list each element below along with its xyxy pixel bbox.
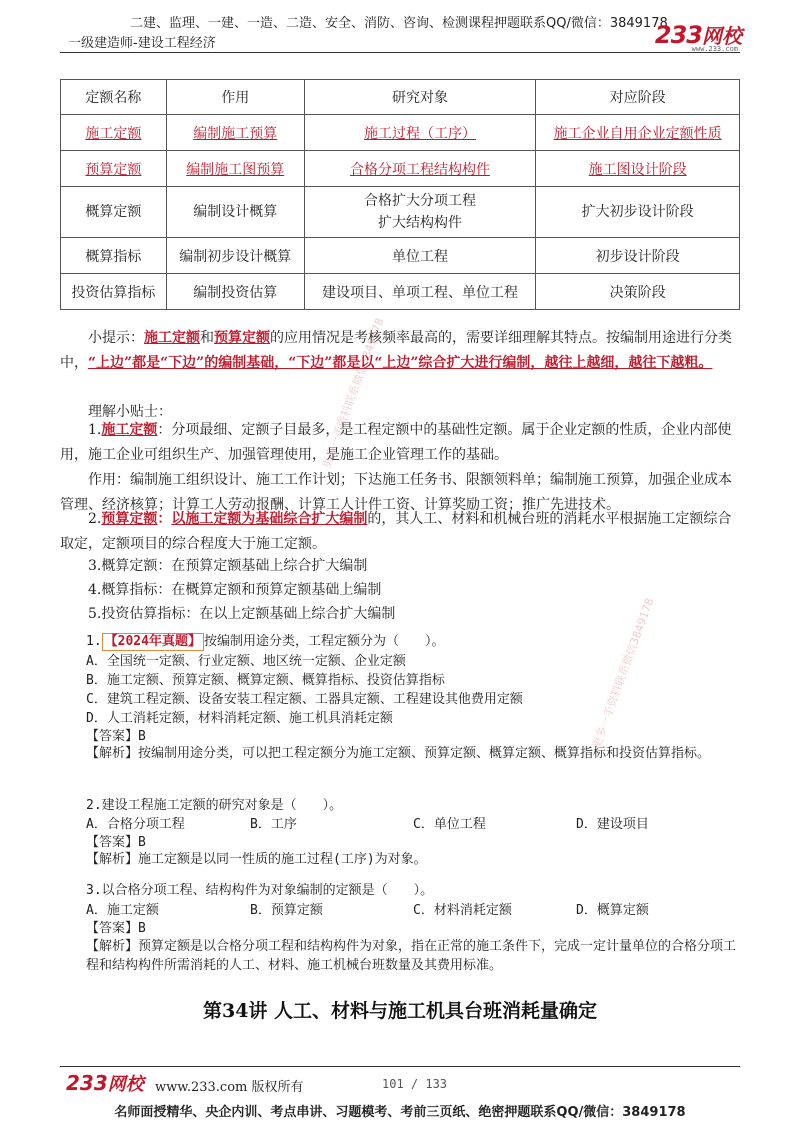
question-stem: 以合格分项工程、结构构件为对象编制的定额是（ ）。 [101, 883, 434, 898]
question-3-option-a: A．施工定额 [86, 903, 159, 918]
question-1-option-a: A．全国统一定额、行业定额、地区统一定额、企业定额 [86, 654, 406, 669]
item-number: 2. [88, 511, 102, 527]
question-1-option-d: D．人工消耗定额，材料消耗定额、施工机具消耗定额 [86, 711, 393, 726]
understand-item-4: 4.概算指标：在概算定额和预算定额基础上编制 [88, 582, 382, 598]
footer-logo-text: 网校 [107, 1074, 144, 1095]
tip-paragraph [60, 326, 740, 376]
item-emphasis: 以施工定额为基础综合扩大编制 [171, 511, 368, 527]
item-term: 预算定额 [101, 511, 158, 527]
question-1-answer: 【答案】B [86, 729, 146, 744]
table-row [61, 187, 740, 238]
table-cell: 编制初步设计概算 [166, 238, 304, 274]
tip-and: 和 [200, 330, 214, 346]
question-3-stem [86, 881, 433, 900]
table-cell: 单位工程 [304, 238, 536, 274]
question-number: 3. [86, 883, 102, 898]
table-header-cell: 研究对象 [304, 80, 536, 115]
table-row [61, 115, 740, 151]
item-term: 施工定额 [101, 422, 158, 438]
question-3-option-b: B．预算定额 [250, 903, 323, 918]
question-1-option-b: B．施工定额、预算定额、概算定额、概算指标、投资估算指标 [86, 673, 445, 688]
watermark: 更多一手资料联系微信3849178 [319, 316, 387, 471]
page-number: 101 / 133 [382, 1077, 448, 1091]
table-cell: 编制施工图预算 [166, 151, 304, 187]
question-3-analysis: 【解析】预算定额是以合格分项工程和结构构件为对象，指在正常的施工条件下，完成一定计量单位的合格分项工程和结构构件所需消耗的人工、材料、施工机械台班数量及其费用标准。 [86, 939, 737, 973]
table-row [61, 274, 740, 310]
question-stem: 按编制用途分类，工程定额分为（ ）。 [203, 634, 445, 649]
table-cell: 概算指标 [61, 238, 167, 274]
table-cell: 编制施工预算 [166, 115, 304, 151]
item-text: 的，其人工、材料和机械台班的消耗水平根据施工定额综合取定，定额项目的综合程度大于施工定额。 [60, 511, 732, 552]
table-cell: 施工过程（工序） [304, 115, 536, 151]
understand-item-2 [60, 507, 740, 557]
logo-text: 网校 [702, 24, 742, 48]
question-3-option-d: D．概算定额 [576, 903, 649, 918]
question-2-stem [86, 796, 342, 815]
quota-comparison-table [60, 79, 740, 310]
question-stem: 建设工程施工定额的研究对象是（ ）。 [101, 798, 343, 813]
header-subtitle: 一级建造师-建设工程经济 [68, 36, 216, 51]
question-3-answer: 【答案】B [86, 921, 146, 936]
header-courses-line: 二建、监理、一建、一造、二造、安全、消防、咨询、检测课程押题联系QQ/微信：3849178 [130, 16, 668, 31]
table-cell: 编制设计概算 [166, 187, 304, 238]
table-cell: 概算定额 [61, 187, 167, 238]
table-header-cell: 定额名称 [61, 80, 167, 115]
table-cell: 建设项目、单项工程、单位工程 [304, 274, 536, 310]
table-header-cell: 对应阶段 [536, 80, 740, 115]
question-2-option-b: B．工序 [250, 817, 297, 832]
table-row [61, 151, 740, 187]
tip-term-construction-quota: 施工定额 [144, 330, 200, 346]
table-cell-line: 合格扩大分项工程 [363, 193, 476, 209]
item-colon: ： [157, 511, 172, 527]
question-2-analysis: 【解析】施工定额是以同一性质的施工过程(工序)为对象。 [86, 852, 427, 867]
tip-body: 的应用情况是考核频率最高的，需要详细理解其特点。按编制用途进行分类中， [60, 330, 732, 371]
footer-services: 名师面授精华、央企内训、考点串讲、习题模考、考前三页纸、绝密押题联系QQ/微信：3849178 [114, 1105, 686, 1120]
question-2-option-d: D．建设项目 [576, 817, 649, 832]
footer-copyright: www.233.com 版权所有 [155, 1080, 304, 1095]
question-1-option-c: C．建筑工程定额、设备安装工程定额、工器具定额、工程建设其他费用定额 [86, 692, 523, 707]
table-cell: 决策阶段 [536, 274, 740, 310]
footer-logo [66, 1070, 144, 1096]
question-number: 2. [86, 798, 102, 813]
question-1-analysis: 【解析】按编制用途分类，可以把工程定额分为施工定额、预算定额、概算定额、概算指标和投资估算指标。 [86, 746, 711, 761]
logo-url: www.233.com [691, 45, 738, 53]
tip-rule-lower: “下边”都是以“上边”综合扩大进行编制，越往上越细，越往下越粗。 [288, 355, 713, 371]
item-number: 1. [88, 422, 102, 438]
item-text: ：分项最细、定额子目最多，是工程定额中的基础性定额。属于企业定额的性质，企业内部使用，施工企业可组织生产、加强管理使用，是施工企业管理工作的基础。 [60, 422, 732, 463]
question-2-option-a: A．合格分项工程 [86, 817, 185, 832]
table-header-row [61, 80, 740, 115]
table-cell [304, 187, 536, 238]
question-2-option-c: C．单位工程 [413, 817, 486, 832]
understand-title: 理解小贴士： [88, 404, 172, 420]
table-cell: 合格分项工程结构构件 [304, 151, 536, 187]
table-cell: 施工图设计阶段 [536, 151, 740, 187]
logo-number: 233 [654, 21, 702, 49]
table-cell: 编制投资估算 [166, 274, 304, 310]
exam-year-tag: 【2024年真题】 [102, 633, 204, 651]
understand-item-5: 5.投资估算指标：在以上定额基础上综合扩大编制 [88, 606, 396, 622]
table-cell-line: 扩大结构构件 [377, 215, 462, 231]
watermark: 更多一手资料联系微信3849178 [589, 596, 657, 751]
table-cell: 扩大初步设计阶段 [536, 187, 740, 238]
footer-logo-number: 233 [66, 1071, 108, 1095]
understand-item-1 [60, 418, 740, 468]
question-3-option-c: C．材料消耗定额 [413, 903, 512, 918]
tip-rule-upper: “上边”都是“下边”的编制基础， [88, 355, 289, 371]
table-header-cell: 作用 [166, 80, 304, 115]
table-row [61, 238, 740, 274]
header-divider [60, 52, 740, 53]
tip-term-budget-quota: 预算定额 [214, 330, 270, 346]
table-cell: 施工企业自用企业定额性质 [536, 115, 740, 151]
table-cell: 预算定额 [61, 151, 167, 187]
question-number: 1. [86, 634, 102, 649]
table-cell: 投资估算指标 [61, 274, 167, 310]
understand-item-3: 3.概算定额：在预算定额基础上综合扩大编制 [88, 558, 368, 574]
tip-prefix: 小提示： [88, 330, 144, 346]
lecture-title: 第34讲 人工、材料与施工机具台班消耗量确定 [202, 1000, 598, 1022]
question-1-stem [86, 632, 444, 651]
table-cell: 施工定额 [61, 115, 167, 151]
question-2-answer: 【答案】B [86, 835, 146, 850]
understand-item-1-use: 作用：编制施工组织设计、施工工作计划；下达施工任务书、限额领料单；编制施工预算，加强企业成本管理、经济核算；计算工人劳动报酬、计算工人计件工资、计算奖励工资；推广先进技术。 [60, 472, 732, 513]
footer-divider [60, 1066, 740, 1067]
table-cell: 初步设计阶段 [536, 238, 740, 274]
